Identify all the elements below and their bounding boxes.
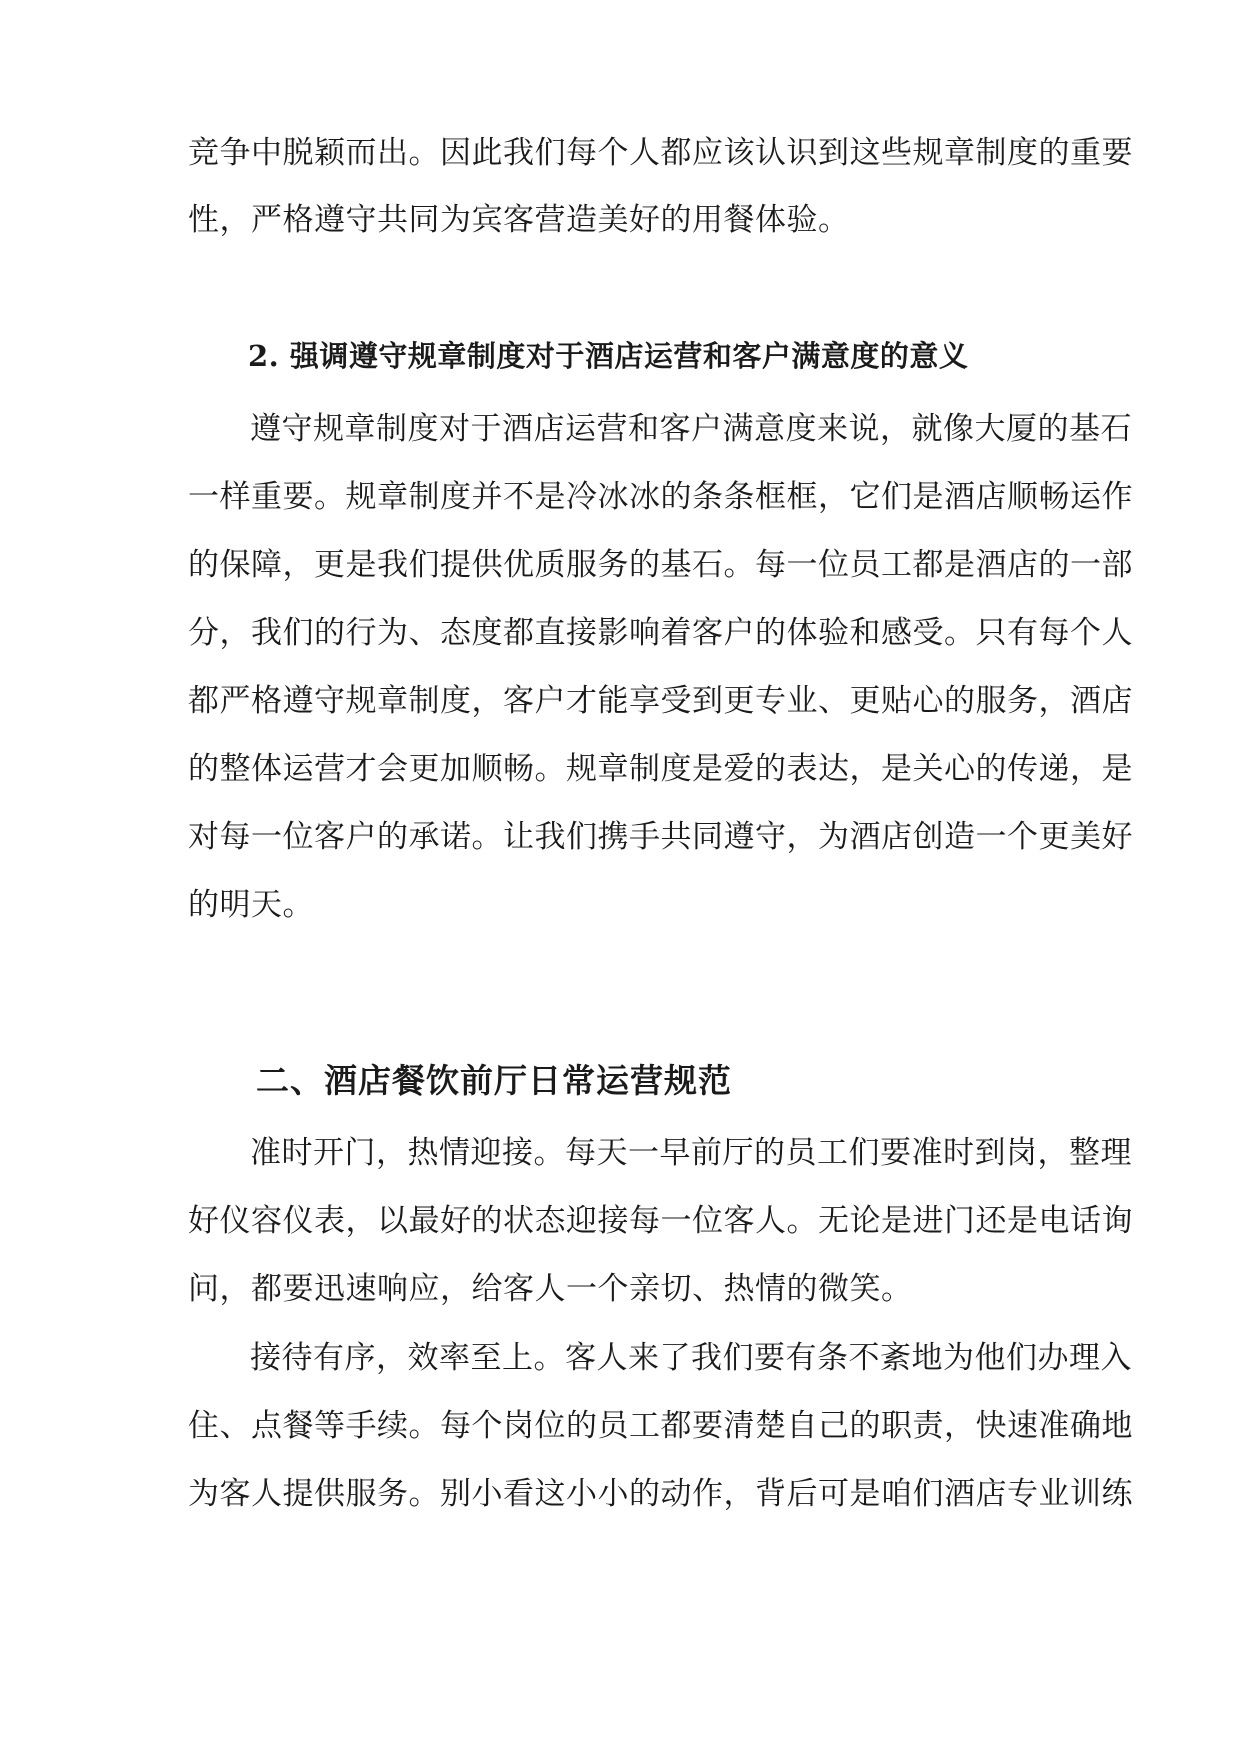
para-a-line-1: 准时开门，热情迎接。每天一早前厅的员工们要准时到岗，整理 bbox=[250, 1135, 1132, 1171]
section-2-line-5: 都严格遵守规章制度，客户才能享受到更专业、更贴心的服务，酒店 bbox=[188, 683, 1133, 719]
section-2-line-1: 遵守规章制度对于酒店运营和客户满意度来说，就像大厦的基石 bbox=[250, 411, 1132, 447]
para-b-line-3: 为客人提供服务。别小看这小小的动作，背后可是咱们酒店专业训练 bbox=[188, 1476, 1133, 1512]
para-a-line-2: 好仪容仪表，以最好的状态迎接每一位客人。无论是进门还是电话询 bbox=[188, 1203, 1133, 1239]
para-a-line-3: 问，都要迅速响应，给客人一个亲切、热情的微笑。 bbox=[188, 1271, 913, 1307]
para-b-line-2: 住、点餐等手续。每个岗位的员工都要清楚自己的职责，快速准确地 bbox=[188, 1408, 1133, 1444]
intro-line-1: 竞争中脱颖而出。因此我们每个人都应该认识到这些规章制度的重要 bbox=[188, 135, 1133, 171]
section-2-line-3: 的保障，更是我们提供优质服务的基石。每一位员工都是酒店的一部 bbox=[188, 547, 1133, 583]
intro-line-2: 性，严格遵守共同为宾客营造美好的用餐体验。 bbox=[188, 202, 850, 238]
para-b-line-1: 接待有序，效率至上。客人来了我们要有条不紊地为他们办理入 bbox=[250, 1340, 1132, 1376]
section-2-heading: 2. 强调遵守规章制度对于酒店运营和客户满意度的意义 bbox=[248, 339, 969, 373]
section-2-line-8: 的明天。 bbox=[188, 887, 314, 923]
section-2-line-6: 的整体运营才会更加顺畅。规章制度是爱的表达，是关心的传递，是 bbox=[188, 751, 1133, 787]
section-2-line-4: 分，我们的行为、态度都直接影响着客户的体验和感受。只有每个人 bbox=[188, 615, 1133, 651]
section-2-line-7: 对每一位客户的承诺。让我们携手共同遵守，为酒店创造一个更美好 bbox=[188, 819, 1133, 855]
chapter-heading: 二、酒店餐饮前厅日常运营规范 bbox=[256, 1061, 732, 1100]
section-2-line-2: 一样重要。规章制度并不是冷冰冰的条条框框，它们是酒店顺畅运作 bbox=[188, 479, 1133, 515]
